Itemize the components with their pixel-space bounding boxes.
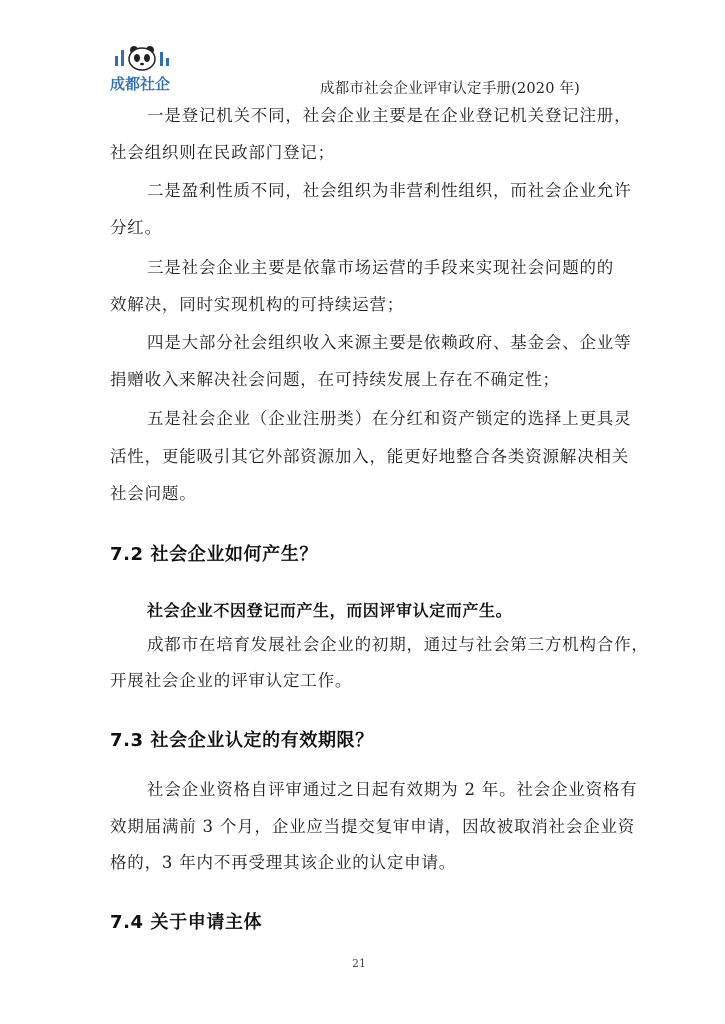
panda-logo-icon — [108, 44, 178, 96]
paragraph-line: 开展社会企业的评审认定工作。 — [110, 671, 353, 690]
paragraph-line: 成都市在培育发展社会企业的初期，通过与社会第三方机构合作， — [147, 635, 649, 654]
paragraph-line: 社会问题。 — [110, 484, 197, 503]
emphasis-line: 社会企业不因登记而产生，而因评审认定而产生。 — [147, 601, 513, 620]
paragraph-line: 社会企业资格自评审通过之日起有效期为 2 年。社会企业资格有 — [147, 780, 638, 799]
paragraph-line: 三是社会企业主要是依靠市场运营的手段来实现社会问题的的 — [147, 258, 615, 277]
paragraph-line: 捐赠收入来解决社会问题，在可持续发展上存在不确定性； — [110, 370, 560, 389]
section-heading-7-2: 7.2 社会企业如何产生？ — [110, 544, 318, 565]
paragraph-line: 一是登记机关不同，社会企业主要是在企业登记机关登记注册， — [147, 106, 632, 125]
paragraph-line: 活性，更能吸引其它外部资源加入，能更好地整合各类资源解决相关 — [110, 447, 629, 466]
paragraph-line: 效期届满前 3 个月，企业应当提交复审申请，因故被取消社会企业资 — [110, 817, 636, 836]
logo — [108, 44, 178, 96]
paragraph-line: 二是盈利性质不同，社会组织为非营利性组织，而社会企业允许 — [147, 181, 632, 200]
paragraph-line: 四是大部分社会组织收入来源主要是依赖政府、基金会、企业等 — [147, 333, 632, 352]
svg-text:成都社企: 成都社企 — [110, 75, 171, 93]
section-heading-7-3: 7.3 社会企业认定的有效期限？ — [110, 730, 374, 751]
paragraph-line: 格的，3 年内不再受理其该企业的认定申请。 — [110, 853, 457, 872]
paragraph-line: 效解决，同时实现机构的可持续运营； — [110, 295, 405, 314]
paragraph-line: 五是社会企业（企业注册类）在分红和资产锁定的选择上更具灵 — [147, 409, 632, 428]
paragraph-line: 社会组织则在民政部门登记； — [110, 143, 335, 162]
section-heading-7-4: 7.4 关于申请主体 — [110, 912, 263, 933]
paragraph-line: 分红。 — [110, 218, 162, 237]
page-number: 21 — [352, 957, 366, 970]
document-header-title: 成都市社会企业评审认定手册(2020 年) — [320, 81, 581, 97]
